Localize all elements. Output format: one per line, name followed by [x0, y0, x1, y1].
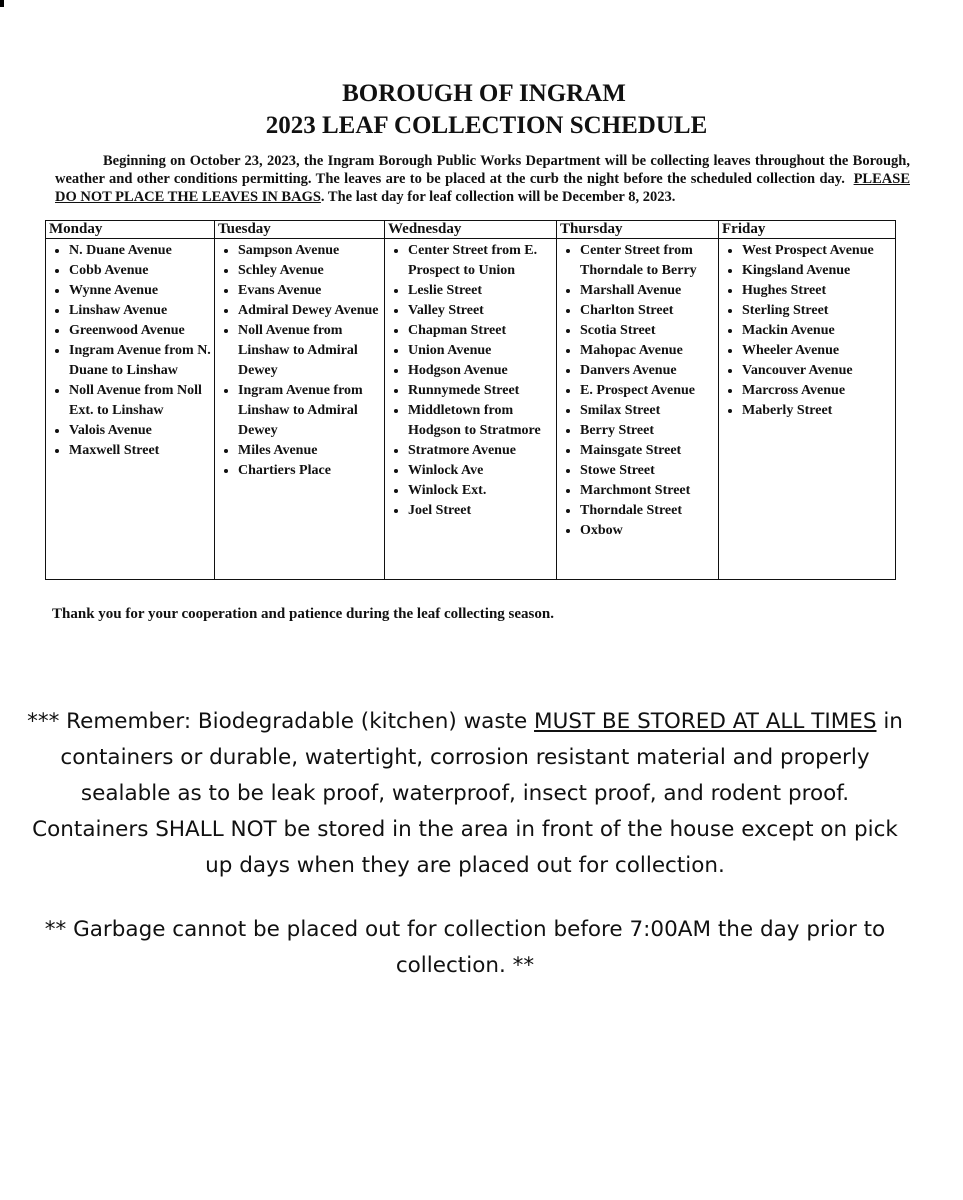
intro-paragraph	[55, 152, 910, 206]
street-item: • Center Street from Thorndale to Berry	[580, 241, 715, 281]
schedule-header-row	[46, 221, 896, 239]
street-item: • Union Avenue	[408, 341, 553, 361]
street-item: • Oxbow	[580, 521, 715, 541]
street-item: • Hodgson Avenue	[408, 361, 553, 381]
street-item: • Thorndale Street	[580, 501, 715, 521]
street-item: • Smilax Street	[580, 401, 715, 421]
street-item: • Marchmont Street	[580, 481, 715, 501]
street-item: • Ingram Avenue from Linshaw to Admiral Dewey	[238, 381, 381, 441]
street-item: • West Prospect Avenue	[742, 241, 892, 261]
street-item: • Marshall Avenue	[580, 281, 715, 301]
street-item: • Cobb Avenue	[69, 261, 211, 281]
day-column-wednesday	[385, 239, 557, 580]
street-item: • Winlock Ave	[408, 461, 553, 481]
street-item: • Valois Avenue	[69, 421, 211, 441]
street-item: • Valley Street	[408, 301, 553, 321]
street-item: • Hughes Street	[742, 281, 892, 301]
street-list	[388, 241, 553, 521]
notice-emphasis: MUST BE STORED AT ALL TIMES	[534, 709, 877, 734]
street-item: • Greenwood Avenue	[69, 321, 211, 341]
street-item: • Miles Avenue	[238, 441, 381, 461]
document-subtitle: 2023 LEAF COLLECTION SCHEDULE	[265, 112, 708, 139]
street-list	[560, 241, 715, 541]
intro-emphasis: PLEASE DO NOT PLACE THE LEAVES IN BAGS	[55, 171, 910, 205]
intro-text-end: . The last day for leaf collection will be December 8, 2023.	[320, 189, 676, 205]
street-item: • Ingram Avenue from N. Duane to Linshaw	[69, 341, 211, 381]
day-column-monday	[46, 239, 215, 580]
day-header-wednesday: Wednesday	[385, 221, 557, 239]
street-item: • Chapman Street	[408, 321, 553, 341]
day-header-monday: Monday	[46, 221, 215, 239]
thanks-note: Thank you for your cooperation and patience during the leaf collecting season.	[52, 606, 554, 622]
street-item: • Center Street from E. Prospect to Union	[408, 241, 553, 281]
street-list	[218, 241, 381, 481]
schedule-body-row	[46, 239, 896, 580]
schedule-table	[45, 220, 896, 580]
street-item: • Maberly Street	[742, 401, 892, 421]
street-item: • Kingsland Avenue	[742, 261, 892, 281]
day-column-friday	[719, 239, 896, 580]
street-item: • Danvers Avenue	[580, 361, 715, 381]
street-item: • Marcross Avenue	[742, 381, 892, 401]
street-item: • Admiral Dewey Avenue	[238, 301, 381, 321]
street-item: • Maxwell Street	[69, 441, 211, 461]
street-item: • Scotia Street	[580, 321, 715, 341]
street-item: • Mackin Avenue	[742, 321, 892, 341]
street-item: • Joel Street	[408, 501, 553, 521]
street-item: • Leslie Street	[408, 281, 553, 301]
day-column-tuesday	[215, 239, 385, 580]
scan-mark	[0, 0, 4, 7]
biodegradable-waste-notice	[25, 704, 905, 884]
street-item: • N. Duane Avenue	[69, 241, 211, 261]
document-body	[0, 78, 963, 984]
street-item: • Sampson Avenue	[238, 241, 381, 261]
street-item: • Vancouver Avenue	[742, 361, 892, 381]
notice-suffix: in containers or durable, watertight, corrosion resistant material and properly sealable as to be leak proof, waterproof, insect proof, and rodent proof. Containers SHALL NOT be stored in the area in front of the house except on pick up days when they are placed out for collection.	[32, 709, 903, 878]
street-item: • Stowe Street	[580, 461, 715, 481]
street-item: • Evans Avenue	[238, 281, 381, 301]
intro-text: Beginning on October 23, 2023, the Ingram Borough Public Works Department will be collecting leaves throughout the Borough, weather and other conditions permitting. The leaves are to be placed at the curb the night before the scheduled collection day.	[55, 153, 910, 187]
street-item: • Linshaw Avenue	[69, 301, 211, 321]
street-item: • Noll Avenue from Noll Ext. to Linshaw	[69, 381, 211, 421]
street-item: • Stratmore Avenue	[408, 441, 553, 461]
garbage-time-notice: ** Garbage cannot be placed out for collection before 7:00AM the day prior to collection. **	[44, 917, 886, 978]
street-item: • Mainsgate Street	[580, 441, 715, 461]
street-item: • Sterling Street	[742, 301, 892, 321]
notice-prefix: *** Remember: Biodegradable (kitchen) waste	[27, 709, 535, 734]
document-title: BOROUGH OF INGRAM	[342, 80, 626, 107]
street-list	[49, 241, 211, 461]
street-item: • Wynne Avenue	[69, 281, 211, 301]
street-item: • Mahopac Avenue	[580, 341, 715, 361]
day-column-thursday	[557, 239, 719, 580]
street-item: • Noll Avenue from Linshaw to Admiral Dewey	[238, 321, 381, 381]
street-list	[722, 241, 892, 421]
street-item: • Winlock Ext.	[408, 481, 553, 501]
day-header-friday: Friday	[719, 221, 896, 239]
street-item: • Charlton Street	[580, 301, 715, 321]
street-item: • Berry Street	[580, 421, 715, 441]
street-item: • Middletown from Hodgson to Stratmore	[408, 401, 553, 441]
street-item: • Runnymede Street	[408, 381, 553, 401]
street-item: • Wheeler Avenue	[742, 341, 892, 361]
day-header-tuesday: Tuesday	[215, 221, 385, 239]
street-item: • Chartiers Place	[238, 461, 381, 481]
street-item: • Schley Avenue	[238, 261, 381, 281]
street-item: • E. Prospect Avenue	[580, 381, 715, 401]
day-header-thursday: Thursday	[557, 221, 719, 239]
